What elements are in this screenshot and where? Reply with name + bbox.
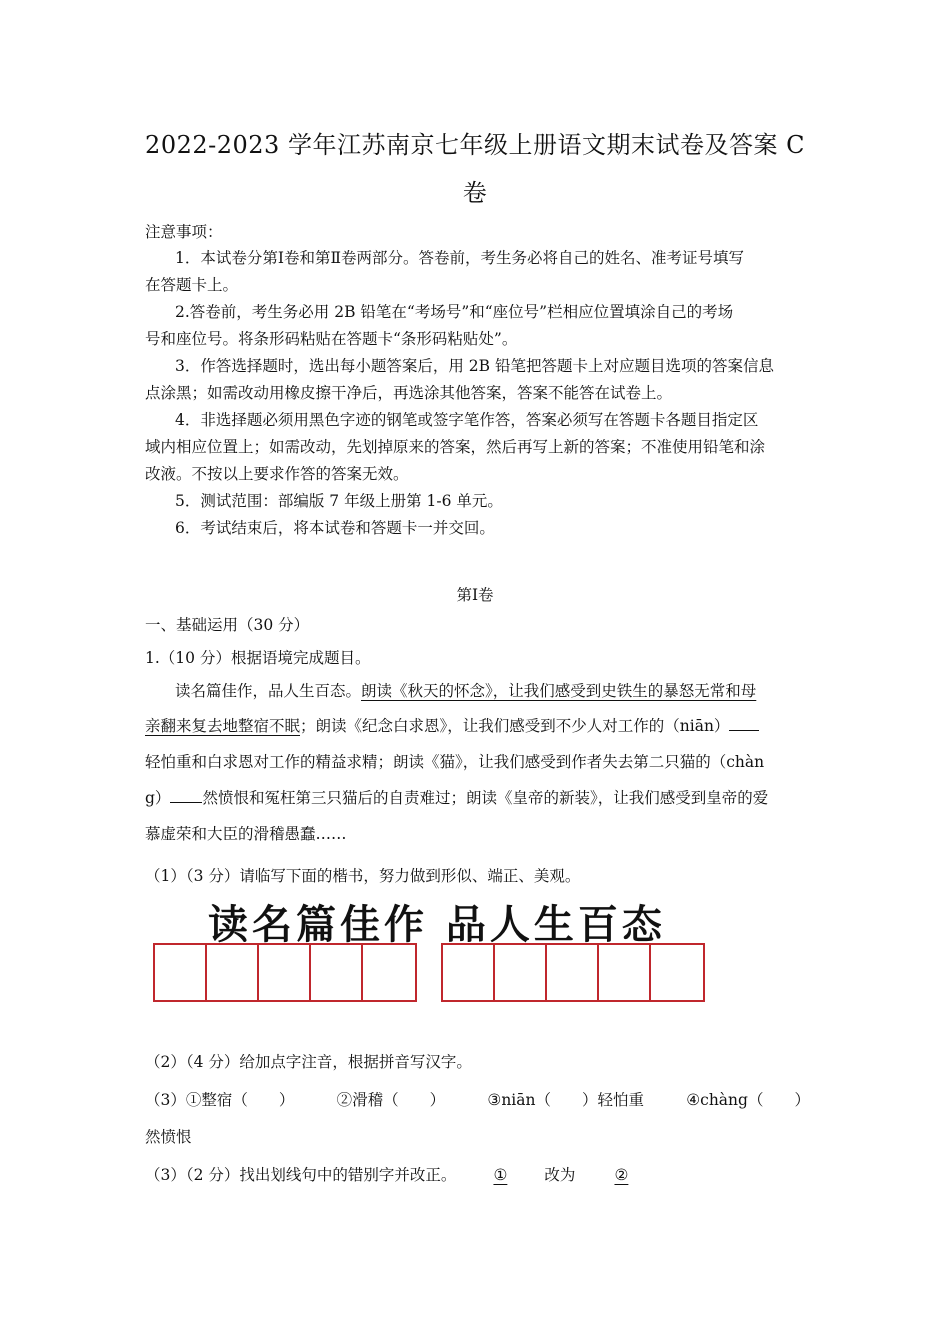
copy-grid-left [153,943,417,1002]
volume-heading: 第Ⅰ卷 [456,586,494,604]
note-4b: 域内相应位置上；如需改动，先划掉原来的答案，然后再写上新的答案；不准使用铅笔和涂 [145,438,766,456]
sub-question-4-prompt: （3）（2 分）找出划线句中的错别字并改正。 [145,1166,457,1184]
answer-blank-1[interactable]: ① [493,1166,508,1184]
underlined-sentence: 亲翻来复去地整宿不眠 [145,717,301,735]
answer-blank-2[interactable]: ② [614,1166,629,1184]
item-1: （3）①整宿（ ） [145,1091,295,1109]
notes-heading: 注意事项： [145,223,223,241]
part-heading: 一、基础运用（30 分） [145,616,310,634]
writing-cell[interactable] [155,945,207,1000]
sub-question-4 [145,1163,810,1185]
question-1: 1.（10 分）根据语境完成题目。 [145,649,371,667]
writing-cell[interactable] [547,945,599,1000]
note-3a: 3．作答选择题时，选出每小题答案后，用 2B 铅笔把答题卡上对应题目选项的答案信息 [175,357,774,375]
item-4: ④chàng（ ） [686,1091,810,1109]
writing-cell[interactable] [363,945,415,1000]
document-title-line-1: 2022-2023 学年江苏南京七年级上册语文期末试卷及答案 C [145,131,805,159]
change-to-label: 改为 [544,1166,576,1184]
note-2a: 2.答卷前，考生务必用 2B 铅笔在“考场号”和“座位号”栏相应位置填涂自己的考场 [175,303,734,321]
note-1a: 1．本试卷分第Ⅰ卷和第Ⅱ卷两部分。答卷前，考生务必将自己的姓名、准考证号填写 [175,249,745,267]
passage-text: 读名篇佳作，品人生百态。 [175,682,362,700]
passage-text: g） [145,789,171,807]
note-3b: 点涂黑；如需改动用橡皮擦干净后，再选涂其他答案，答案不能答在试卷上。 [145,384,673,402]
fill-blank[interactable] [170,788,202,803]
note-5: 5．测试范围：部编版 7 年级上册第 1-6 单元。 [175,492,503,510]
passage-text: ；朗读《纪念白求恩》，让我们感受到不少人对工作的（niān） [300,717,730,735]
writing-cell[interactable] [259,945,311,1000]
passage-line-1 [175,679,840,701]
document-title-line-2: 卷 [462,179,488,207]
item-3: ③niān（ ）轻怕重 [487,1091,644,1109]
sub-question-3-continuation: 然愤恨 [145,1128,192,1146]
copy-grid-right [441,943,705,1002]
sub-question-1: （1）（3 分）请临写下面的楷书，努力做到形似、端正、美观。 [145,867,581,885]
calligraphy-sample: 读名篇佳作 品人生百态 [208,901,666,948]
fill-blank[interactable] [729,716,759,731]
note-4a: 4．非选择题必须用黑色字迹的钢笔或签字笔作答，答案必须写在答题卡各题目指定区 [175,411,759,429]
writing-cell[interactable] [207,945,259,1000]
passage-line-3: 轻怕重和白求恩对工作的精益求精；朗读《猫》，让我们感受到作者失去第二只猫的（chàn [145,753,765,771]
writing-cell[interactable] [495,945,547,1000]
passage-text: 然愤恨和冤枉第三只猫后的自责难过；朗读《皇帝的新装》，让我们感受到皇帝的爱 [202,789,769,807]
passage-line-5: 慕虚荣和大臣的滑稽愚蠢…… [145,825,347,843]
item-2: ②滑稽（ ） [336,1091,446,1109]
sub-question-2: （2）（4 分）给加点字注音，根据拼音写汉字。 [145,1053,472,1071]
writing-cell[interactable] [599,945,651,1000]
note-4c: 改液。不按以上要求作答的答案无效。 [145,465,409,483]
underlined-sentence: 朗读《秋天的怀念》，让我们感受到史铁生的暴怒无常和母 [361,682,757,700]
passage-line-2 [145,714,810,736]
writing-cell[interactable] [651,945,703,1000]
passage-line-4 [145,786,810,808]
writing-cell[interactable] [443,945,495,1000]
sub-question-3-items [145,1088,810,1110]
writing-cell[interactable] [311,945,363,1000]
note-6: 6．考试结束后，将本试卷和答题卡一并交回。 [175,519,495,537]
note-1b: 在答题卡上。 [145,276,239,294]
note-2b: 号和座位号。将条形码粘贴在答题卡“条形码粘贴处”。 [145,330,518,348]
